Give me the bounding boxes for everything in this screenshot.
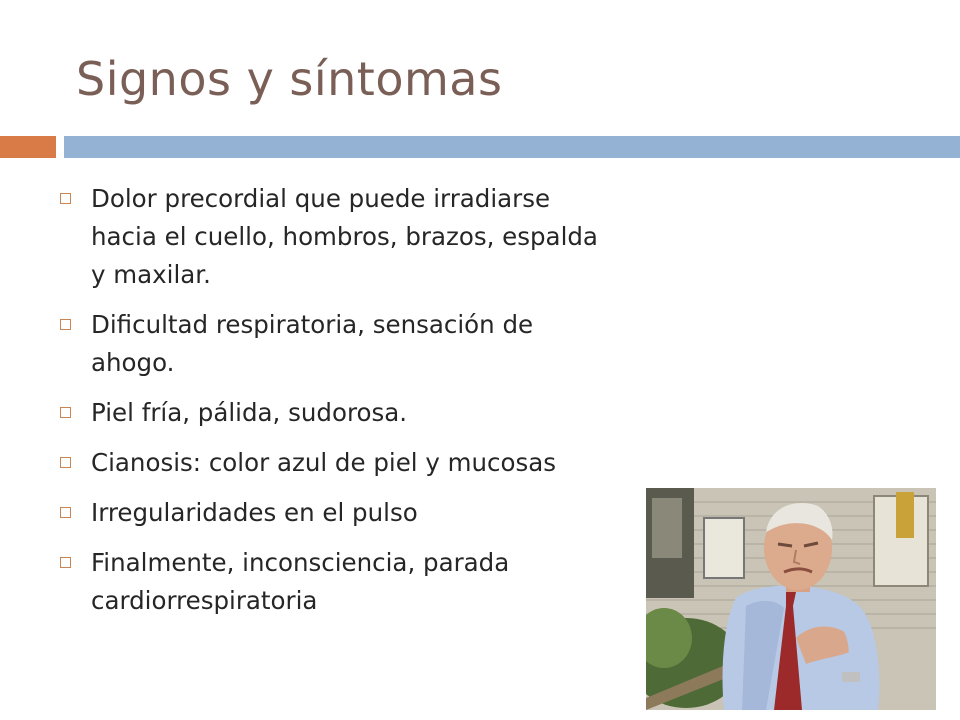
square-bullet-icon	[60, 507, 71, 518]
man-chest-pain-photo	[646, 488, 936, 710]
bullet-item	[60, 494, 620, 532]
bullet-item	[60, 444, 620, 482]
bullet-item	[60, 180, 620, 294]
header-accent-bar	[0, 136, 56, 158]
square-bullet-icon	[60, 319, 71, 330]
square-bullet-icon	[60, 193, 71, 204]
bullet-text: Piel fría, pálida, sudorosa.	[91, 398, 408, 427]
bullet-text: Irregularidades en el pulso	[91, 498, 418, 527]
bullet-item	[60, 394, 620, 432]
bullet-item	[60, 544, 620, 620]
bullet-list	[60, 180, 620, 632]
bullet-item	[60, 306, 620, 382]
square-bullet-icon	[60, 557, 71, 568]
square-bullet-icon	[60, 457, 71, 468]
bullet-text: Dificultad respiratoria, sensación de ahogo.	[91, 310, 534, 377]
bullet-text: Finalmente, inconsciencia, parada cardiorrespiratoria	[91, 548, 510, 615]
bullet-text: Cianosis: color azul de piel y mucosas	[91, 448, 557, 477]
header-divider-bar	[64, 136, 960, 158]
slide-title: Signos y síntomas	[76, 52, 503, 106]
square-bullet-icon	[60, 407, 71, 418]
bullet-text: Dolor precordial que puede irradiarse hacia el cuello, hombros, brazos, espalda y maxilar.	[91, 184, 598, 289]
